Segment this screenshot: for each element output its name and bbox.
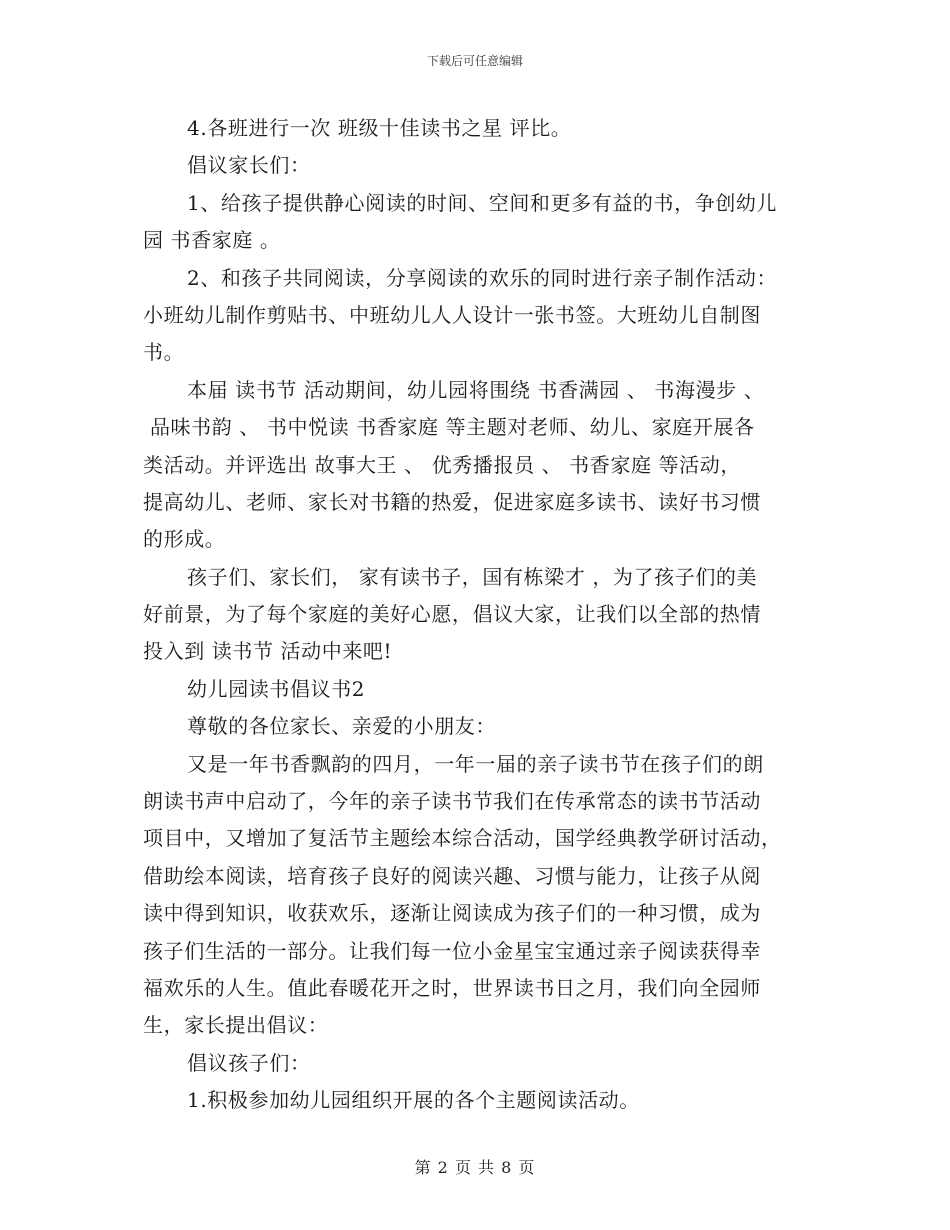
text-line: 1.积极参加幼儿园组织开展的各个主题阅读活动。 (187, 1088, 640, 1113)
text-line: 尊敬的各位家长、亲爱的小朋友： (187, 714, 496, 739)
text-line: 本届 读书节 活动期间，幼儿园将围绕 书香满园 、 书海漫步 、 (187, 377, 765, 402)
text-line: 书。 (143, 340, 185, 365)
text-line: 类活动。并评选出 故事大王 、 优秀播报员 、 书香家庭 等活动， (143, 452, 741, 477)
text-line: 好前景，为了每个家庭的美好心愿，倡议大家，让我们以全部的热情 (143, 602, 761, 627)
text-line: 生，家长提出倡议： (143, 1013, 329, 1038)
text-line: 1、给孩子提供静心阅读的时间、空间和更多有益的书，争创幼儿 (187, 190, 778, 215)
text-line: 小班幼儿制作剪贴书、中班幼儿人人设计一张书签。大班幼儿自制图 (143, 302, 761, 327)
page-footer: 第 2 页 共 8 页 (414, 1158, 536, 1177)
text-line: 幼儿园读书倡议书2 (187, 676, 366, 701)
text-line: 倡议家长们： (187, 153, 311, 178)
text-line: 借助绘本阅读，培育孩子良好的阅读兴趣、习惯与能力，让孩子从阅 (143, 863, 761, 888)
text-line: 朗读书声中启动了，今年的亲子读书节我们在传承常态的读书节活动 (143, 789, 761, 814)
text-line: 投入到 读书节 活动中来吧! (143, 639, 393, 664)
text-line: 的形成。 (143, 527, 226, 552)
text-line: 读中得到知识，收获欢乐，逐渐让阅读成为孩子们的一种习惯，成为 (143, 901, 761, 926)
text-line: 品味书韵 、 书中悦读 书香家庭 等主题对老师、幼儿、家庭开展各 (143, 415, 755, 440)
text-line: 福欢乐的人生。值此春暖花开之时，世界读书日之月，我们向全园师 (143, 975, 761, 1000)
page-header: 下载后可任意编辑 (426, 54, 523, 68)
text-line: 2、和孩子共同阅读，分享阅读的欢乐的同时进行亲子制作活动： (187, 265, 778, 290)
text-line: 园 书香家庭 。 (143, 228, 281, 253)
text-line: 孩子们、家长们， 家有读书子，国有栋梁才 ，为了孩子们的美 (187, 564, 758, 589)
text-line: 项目中，又增加了复活节主题绘本综合活动，国学经典教学研讨活动， (143, 826, 782, 851)
text-line: 又是一年书香飘韵的四月，一年一届的亲子读书节在孩子们的朗 (187, 751, 764, 776)
text-line: 孩子们生活的一部分。让我们每一位小金星宝宝通过亲子阅读获得幸 (143, 938, 761, 963)
document-body (143, 110, 811, 1120)
text-line: 4.各班进行一次 班级十佳读书之星 评比。 (187, 116, 572, 140)
text-line: 倡议孩子们： (187, 1050, 311, 1075)
text-line: 提高幼儿、老师、家长对书籍的热爱，促进家庭多读书、读好书习惯 (143, 489, 761, 514)
